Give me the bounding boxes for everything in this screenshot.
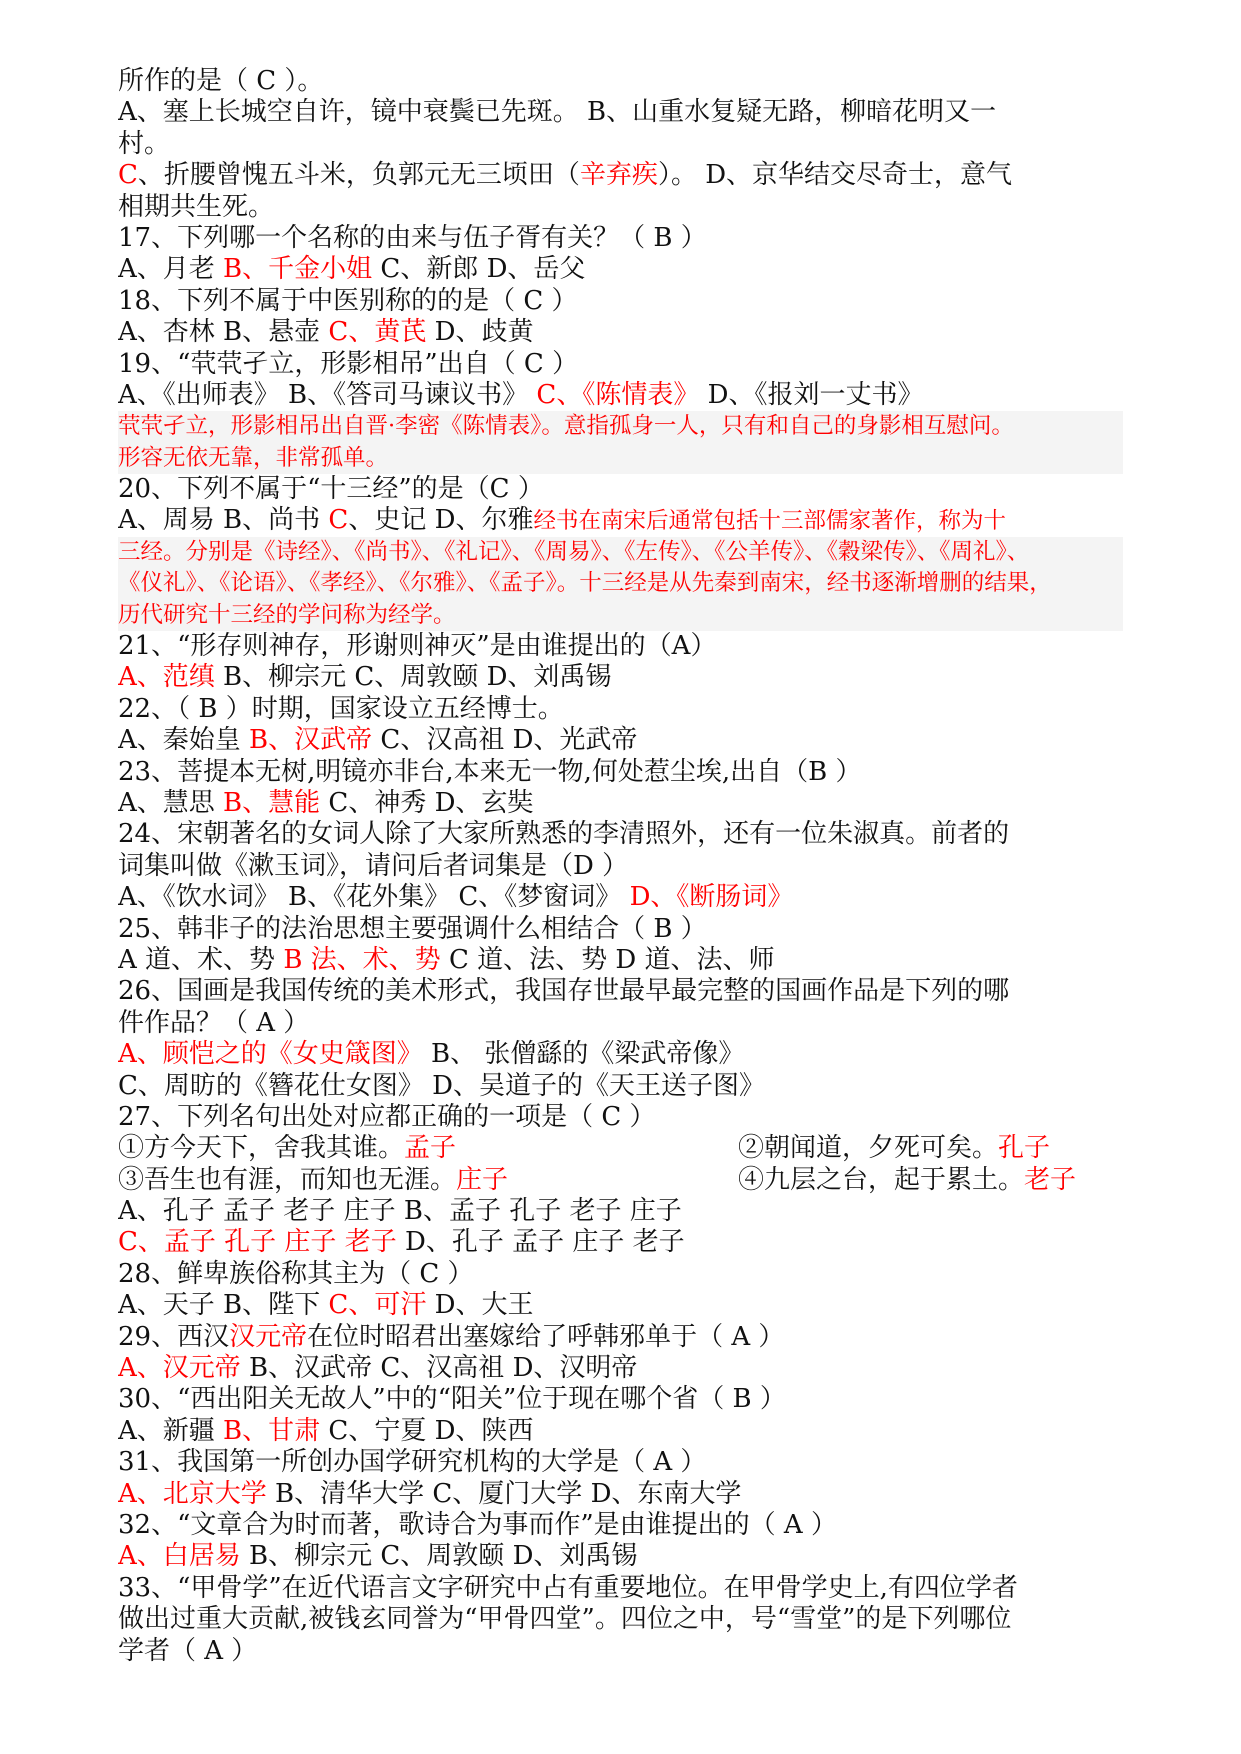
quote-left: [118, 1165, 738, 1196]
text-line: [118, 1353, 1123, 1384]
answer-text: A、白居易: [118, 1541, 241, 1572]
text-line: [118, 631, 1123, 662]
text-segment: A、新疆: [118, 1415, 224, 1446]
text-line: [118, 976, 1123, 1007]
text-segment: A 道、术、势: [118, 944, 284, 975]
text-segment: 三经。分别是《诗经》、《尚书》、《礼记》、《周易》、《左传》、《公羊传》、《穀梁传》、《周礼》、: [118, 538, 1030, 565]
text-segment: C 道、法、势 D 道、法、师: [440, 944, 775, 975]
text-segment: A、秦始皇: [118, 725, 250, 756]
quote-pair-line: [118, 1165, 1123, 1196]
text-segment: B、汉武帝 C、汉高祖 D、汉明帝: [240, 1353, 638, 1384]
text-segment: 做出过重大贡献,被钱玄同誉为“甲骨四堂”。四位之中，号“雪堂”的是下列哪位: [118, 1604, 1012, 1635]
answer-text: A、顾恺之的《女史箴图》: [118, 1039, 423, 1070]
text-segment: D、《报刘一丈书》: [699, 379, 924, 410]
explanation-note: [118, 600, 1123, 631]
text-line: [118, 254, 1123, 285]
text-segment: B、清华大学 C、厦门大学 D、东南大学: [266, 1478, 742, 1509]
text-segment: C、汉高祖 D、光武帝: [372, 725, 638, 756]
text-segment: 件作品？（ A ）: [118, 1007, 310, 1038]
text-segment: 学者（ A ）: [118, 1635, 258, 1666]
text-line: [118, 192, 1123, 223]
text-segment: 形容无依无靠，非常孤单。: [118, 444, 389, 471]
answer-text: A、北京大学: [118, 1478, 267, 1509]
text-line: [118, 1322, 1123, 1353]
text-line: [118, 66, 1123, 97]
text-segment: C、神秀 D、玄奘: [320, 787, 534, 818]
text-line: [118, 914, 1123, 945]
text-segment: C、周昉的《簪花仕女图》 D、吴道子的《天王送子图》: [118, 1070, 766, 1101]
text-line: [118, 1259, 1123, 1290]
answer-text: 经书在南宋后通常包括十三部儒家著作，称为十: [533, 508, 1006, 535]
answer-text: B、慧能: [223, 787, 321, 818]
answer-text: 庄子: [456, 1164, 509, 1195]
answer-text: 老子: [1024, 1164, 1077, 1195]
text-line: [118, 662, 1123, 693]
text-segment: 20、下列不属于“十三经”的是（C ）: [118, 474, 544, 505]
answer-text: 汉元帝: [229, 1321, 308, 1352]
text-line: [118, 1008, 1123, 1039]
text-line: [118, 349, 1123, 380]
text-segment: C、宁夏 D、陕西: [320, 1415, 534, 1446]
text-segment: B、 张僧繇的《梁武帝像》: [422, 1039, 745, 1070]
text-line: [118, 1541, 1123, 1572]
text-segment: 28、鲜卑族俗称其主为（ C ）: [118, 1258, 474, 1289]
text-segment: B、柳宗元 C、周敦颐 D、刘禹锡: [214, 662, 612, 693]
text-segment: 27、下列名句出处对应都正确的一项是（ C ）: [118, 1101, 656, 1132]
text-segment: 24、宋朝著名的女词人除了大家所熟悉的李清照外，还有一位朱淑真。前者的: [118, 819, 1010, 850]
text-line: [118, 1479, 1123, 1510]
explanation-note: [118, 443, 1123, 474]
text-segment: 茕茕孑立，形影相吊出自晋·李密《陈情表》。意指孤身一人，只有和自己的身影相互慰问。: [118, 413, 1014, 440]
answer-text: D、《断肠词》: [629, 882, 794, 913]
text-segment: 、折腰曾愧五斗米，负郭元无三顷田（: [137, 160, 580, 191]
text-line: [118, 1604, 1123, 1635]
text-segment: 所作的是（ C ）。: [118, 66, 324, 96]
text-segment: A、《饮水词》 B、《花外集》 C、《梦窗词》: [118, 882, 630, 913]
answer-text: A、范缜: [118, 662, 215, 693]
text-line: [118, 1071, 1123, 1102]
answer-text: C、可汗: [328, 1290, 427, 1321]
text-line: [118, 223, 1123, 254]
text-segment: A、周易 B、尚书: [118, 505, 329, 536]
text-segment: A、天子 B、陛下: [118, 1290, 329, 1321]
answer-text: B 法、术、势: [283, 944, 441, 975]
text-segment: A、慧思: [118, 787, 224, 818]
text-line: [118, 819, 1123, 850]
text-line: [118, 474, 1123, 505]
answer-text: A、汉元帝: [118, 1353, 241, 1384]
quote-left: [118, 1133, 738, 1164]
answer-text: B、汉武帝: [249, 725, 373, 756]
text-segment: 在位时昭君出塞嫁给了呼韩邪单于（ A ）: [307, 1321, 785, 1352]
answer-text: B、千金小姐: [223, 254, 373, 285]
answer-text: 辛弃疾: [579, 160, 658, 191]
text-segment: ①方今天下，舍我其谁。: [118, 1133, 405, 1164]
text-segment: 18、下列不属于中医别称的的是（ C ）: [118, 285, 578, 316]
text-line: [118, 694, 1123, 725]
text-segment: D、歧黄: [426, 317, 534, 348]
text-segment: A、孔子 孟子 老子 庄子 B、孟子 孔子 老子 庄子: [118, 1196, 682, 1227]
text-segment: 32、“文章合为时而著，歌诗合为事而作”是由谁提出的（ A ）: [118, 1509, 837, 1540]
text-line: [118, 1384, 1123, 1415]
text-line: [118, 97, 1123, 128]
text-segment: 词集叫做《漱玉词》，请问后者词集是（D ）: [118, 850, 629, 881]
text-line: [118, 1636, 1123, 1667]
text-segment: 《仪礼》、《论语》、《孝经》、《尔雅》、《孟子》。十三经是从先秦到南宋，经书逐渐增删的结果，: [118, 570, 1052, 597]
answer-text: B、甘肃: [223, 1415, 321, 1446]
text-line: [118, 160, 1123, 191]
text-line: [118, 1447, 1123, 1478]
answer-text: C、《陈情表》: [536, 379, 700, 410]
text-segment: 村。: [118, 128, 171, 159]
text-segment: 21、“形存则神存，形谢则神灭”是由谁提出的（A）: [118, 631, 717, 662]
text-segment: 相期共生死。: [118, 191, 275, 222]
text-line: [118, 1227, 1123, 1258]
text-segment: 、史记 D、尔雅: [348, 505, 534, 536]
text-segment: 历代研究十三经的学问称为经学。: [118, 601, 456, 628]
text-segment: ④九层之台，起于累土。: [738, 1164, 1025, 1195]
text-segment: D、孔子 孟子 庄子 老子: [396, 1227, 685, 1258]
text-line: [118, 1102, 1123, 1133]
explanation-note: [118, 537, 1123, 568]
text-segment: 22、（ B ）时期，国家设立五经博士。: [118, 693, 564, 724]
explanation-note: [118, 568, 1123, 599]
text-segment: 25、韩非子的法治思想主要强调什么相结合（ B ）: [118, 913, 707, 944]
text-segment: 26、国画是我国传统的美术形式，我国存世最早最完整的国画作品是下列的哪: [118, 976, 1010, 1007]
text-segment: ③吾生也有涯，而知也无涯。: [118, 1164, 457, 1195]
text-segment: 31、我国第一所创办国学研究机构的大学是（ A ）: [118, 1447, 707, 1478]
explanation-note: [118, 411, 1123, 442]
text-line: [118, 1510, 1123, 1541]
text-line: [118, 788, 1123, 819]
answer-text: C: [118, 160, 138, 191]
text-line: [118, 505, 1123, 536]
text-segment: 29、西汉: [118, 1321, 230, 1352]
text-segment: C、新郎 D、岳父: [372, 254, 586, 285]
text-line: [118, 1196, 1123, 1227]
text-segment: 17、下列哪一个名称的由来与伍子胥有关？（ B ）: [118, 222, 707, 253]
text-segment: A、《出师表》 B、《答司马谏议书》: [118, 379, 537, 410]
text-segment: A、杏林 B、悬壶: [118, 317, 329, 348]
text-segment: ）。 D、京华结交尽奇士，意气: [657, 160, 1013, 191]
text-segment: ②朝闻道，夕死可矣。: [738, 1133, 999, 1164]
answer-text: 孟子: [404, 1133, 457, 1164]
text-segment: A、月老: [118, 254, 224, 285]
quote-pair-line: [118, 1133, 1123, 1164]
text-line: [118, 945, 1123, 976]
text-line: [118, 1416, 1123, 1447]
answer-text: C、孟子 孔子 庄子 老子: [118, 1227, 397, 1258]
text-line: [118, 1290, 1123, 1321]
text-segment: 23、菩提本无树,明镜亦非台,本来无一物,何处惹尘埃,出自（B ）: [118, 756, 862, 787]
quote-right: [738, 1165, 1076, 1196]
text-segment: 30、“西出阳关无故人”中的“阳关”位于现在哪个省（ B ）: [118, 1384, 786, 1415]
text-line: [118, 380, 1123, 411]
text-segment: 19、“茕茕孑立，形影相吊”出自（ C ）: [118, 348, 579, 379]
text-line: [118, 286, 1123, 317]
text-segment: 33、“甲骨学”在近代语言文字研究中占有重要地位。在甲骨学史上,有四位学者: [118, 1572, 1018, 1603]
answer-text: C: [328, 505, 349, 536]
text-line: [118, 725, 1123, 756]
quote-right: [738, 1133, 1050, 1164]
text-segment: B、柳宗元 C、周敦颐 D、刘禹锡: [240, 1541, 638, 1572]
text-line: [118, 757, 1123, 788]
text-line: [118, 1039, 1123, 1070]
text-line: [118, 851, 1123, 882]
text-line: [118, 882, 1123, 913]
text-segment: A、塞上长城空自许，镜中衰鬓已先斑。 B、山重水复疑无路，柳暗花明又一: [118, 97, 997, 128]
text-line: [118, 1573, 1123, 1604]
text-line: [118, 317, 1123, 348]
answer-text: 孔子: [998, 1133, 1051, 1164]
text-line: [118, 129, 1123, 160]
answer-text: C、黄芪: [328, 317, 427, 348]
text-segment: D、大王: [426, 1290, 534, 1321]
